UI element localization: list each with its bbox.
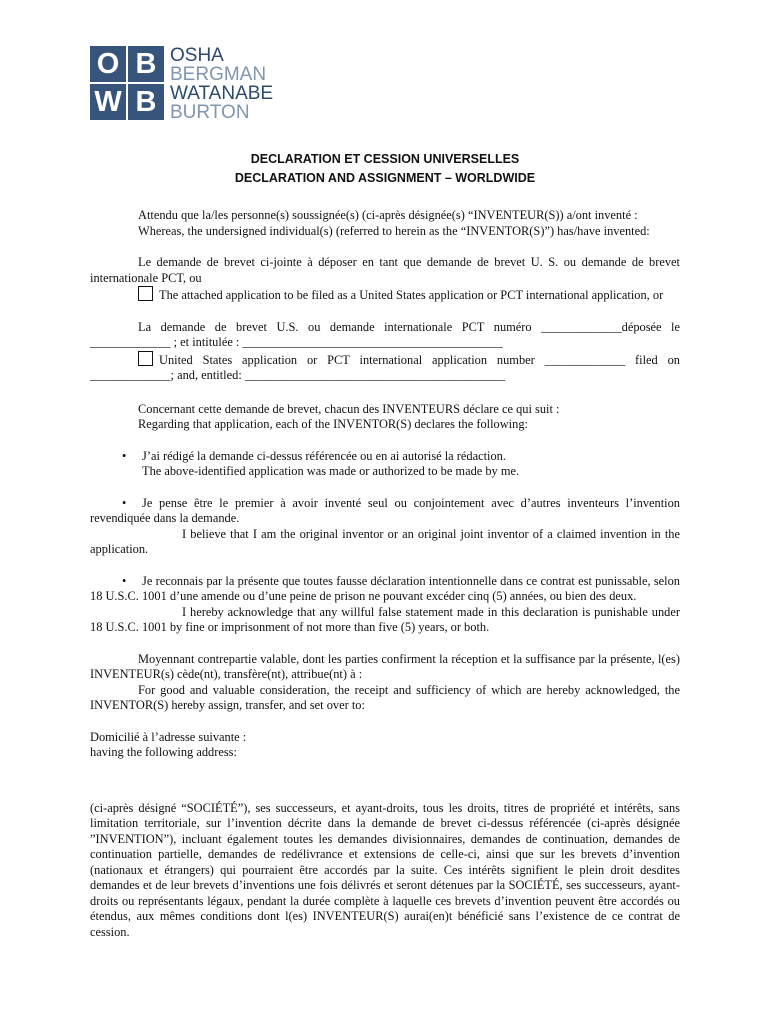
address-fr: Domicilié à l’adresse suivante : bbox=[90, 729, 247, 744]
b1-fr: J’ai rédigé la demande ci-dessus référencée ou en ai autorisé la rédaction. bbox=[142, 448, 506, 463]
title-fr: DECLARATION ET CESSION UNIVERSELLES bbox=[250, 152, 520, 166]
regarding-fr: Concernant cette demande de brevet, chacun des INVENTEURS déclare ce qui suit : bbox=[138, 401, 560, 416]
option2-fr: La demande de brevet U.S. ou demande internationale PCT numéro _____________déposée le _____________ ; et intitulée : __________________________________________ bbox=[90, 319, 680, 349]
logo-tile-b2: B bbox=[128, 84, 164, 120]
intro-fr: Attendu que la/les personne(s) soussignée(s) (ci-après désignée(s) “INVENTEUR(S)) a/ont inventé : bbox=[138, 208, 638, 222]
bullet-3 bbox=[90, 574, 680, 636]
option1-en: The attached application to be filed as a United States application or PCT international application, or bbox=[159, 288, 664, 302]
b1-en: The above-identified application was made or authorized to be made by me. bbox=[142, 464, 520, 478]
logo-tile-o: O bbox=[90, 46, 126, 82]
b2-fr: Je pense être le premier à avoir inventé seul ou conjointement avec d’autres inventeurs l’invention revendiquée dans la demande. bbox=[90, 495, 680, 525]
title-en: DECLARATION AND ASSIGNMENT – WORLDWIDE bbox=[234, 171, 536, 185]
consideration-fr: Moyennant contrepartie valable, dont les parties confirment la réception et la suffisance par la présente, l(es) INVENTEUR(s) cède(nt), transfère(nt), attribue(nt) à : bbox=[90, 651, 680, 681]
firm-name-osha: OSHA bbox=[170, 45, 224, 66]
closing-paragraph: (ci-après désigné “SOCIÉTÉ”), ses successeurs, et ayant-droits, tous les droits, titres de propriété et intérêts, sans limitation territoriale, sur l’invention décrite dans la demande de brevet ci-dessus référencée (ci-après désignée ”INVENTION”), incluant également toutes les demandes divisionnaires, demandes de continuation, demandes de continuation partielle, demandes de redélivrance et extensions de celle-ci, ainsi que sur les brevets d’invention (nationaux et étrangers) qui pourraient être accordés par la suite. Ces intérêts signifient le plein droit desdites demandes et de leur brevets d’inventions une fois délivrés et seront détenues par la SOCIÉTÉ, ses successeurs, ayant-droits ou représentants légaux, pendant la durée complète à laquelle ces brevets d’invention peuvent être accordés ou étendus, aux mêmes conditions dont l(es) INVENTEUR(S) aurai(en)t bénéficié sans l’existence de ce contrat de cession. bbox=[90, 800, 680, 939]
firm-name bbox=[170, 46, 273, 122]
bullet-mark: • bbox=[122, 495, 127, 510]
regarding-en: Regarding that application, each of the INVENTOR(S) declares the following: bbox=[138, 417, 528, 431]
intro bbox=[90, 208, 680, 239]
b3-en: I hereby acknowledge that any willful false statement made in this declaration is punishable under 18 U.S.C. 1001 by fine or imprisonment of not more than five (5) years, or both. bbox=[90, 604, 680, 634]
option1-row bbox=[90, 286, 680, 304]
logo-tile-w: W bbox=[90, 84, 126, 120]
firm-name-bergman: BERGMAN bbox=[170, 64, 267, 85]
bullet-mark: • bbox=[122, 448, 127, 463]
bullet-mark: • bbox=[122, 573, 127, 588]
option1-checkbox[interactable] bbox=[138, 286, 153, 301]
firm-name-burton: BURTON bbox=[170, 102, 250, 123]
option1-fr: Le demande de brevet ci-jointe à déposer en tant que demande de brevet U. S. ou demande de brevet internationale PCT, ou bbox=[90, 255, 680, 285]
consideration-en: For good and valuable consideration, the receipt and sufficiency of which are hereby acknowledged, the INVENTOR(S) hereby assign, transfer, and set over to: bbox=[90, 682, 680, 712]
option2-checkbox[interactable] bbox=[138, 351, 153, 366]
option2-en: United States application or PCT international application number _____________ filed on _____________; and, entitled: __________________________________________ bbox=[90, 352, 680, 382]
b3-fr: Je reconnais par la présente que toutes fausse déclaration intentionnelle dans ce contrat est punissable, selon 18 U.S.C. 1001 d’une amende ou d’une peine de prison ne pouvant excéder cinq (5) années, ou bien des deux. bbox=[90, 573, 680, 603]
bullet-1 bbox=[90, 449, 680, 480]
address-en: having the following address: bbox=[90, 745, 237, 759]
regarding bbox=[90, 402, 680, 433]
bullet-2 bbox=[90, 496, 680, 558]
b2-en: I believe that I am the original inventor or an original joint inventor of a claimed invention in the application. bbox=[90, 526, 680, 556]
intro-en: Whereas, the undersigned individual(s) (referred to herein as the “INVENTOR(S)”) has/have invented: bbox=[138, 223, 650, 238]
firm-name-watanabe: WATANABE bbox=[170, 83, 274, 104]
document-body bbox=[90, 150, 680, 940]
logo-tile-b: B bbox=[128, 46, 164, 82]
obwb-logo bbox=[90, 46, 290, 122]
option2-row bbox=[90, 351, 680, 384]
document-title bbox=[90, 150, 680, 188]
